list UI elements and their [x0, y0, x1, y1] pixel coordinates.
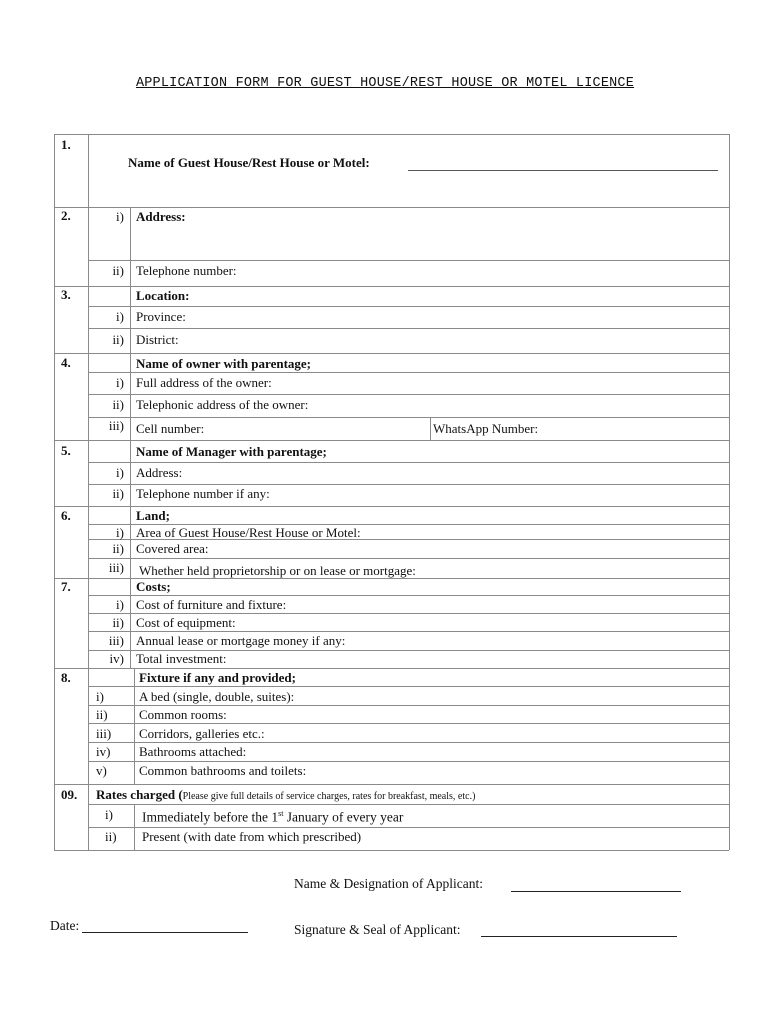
rates-before-sup: st — [278, 809, 284, 818]
roman-numeral: iii) — [108, 560, 124, 575]
row-line — [54, 286, 729, 287]
name-designation-field[interactable] — [511, 877, 681, 892]
common-bathrooms-label: Common bathrooms and toilets: — [139, 763, 307, 778]
section-number: 3. — [61, 287, 71, 302]
date-label: Date: — [50, 918, 80, 933]
roman-numeral: i) — [116, 525, 124, 540]
signature-seal-label: Signature & Seal of Applicant: — [294, 922, 461, 937]
province-label: Province: — [136, 309, 186, 324]
row-line — [88, 761, 729, 762]
roman-numeral: iv) — [96, 744, 111, 759]
roman-numeral: v) — [96, 763, 107, 778]
roman-numeral: ii) — [112, 486, 124, 501]
land-heading: Land; — [136, 508, 170, 523]
fixture-heading: Fixture if any and provided; — [139, 670, 296, 685]
section-number: 8. — [61, 670, 71, 685]
row-line — [88, 705, 729, 706]
roman-numeral: i) — [105, 807, 113, 822]
whatsapp-divider — [430, 418, 431, 440]
cell-number-label: Cell number: — [136, 421, 205, 436]
proprietorship-label: Whether held proprietorship or on lease or mortgage: — [139, 563, 416, 578]
rates-before-pre: Immediately before the 1 — [142, 809, 279, 825]
row-line — [88, 484, 729, 485]
rates-present-label: Present (with date from which prescribed) — [142, 829, 362, 844]
row-line — [88, 417, 729, 418]
address-label: Address: — [136, 209, 186, 224]
roman-numeral: i) — [116, 375, 124, 390]
row-line — [54, 353, 729, 354]
roman-column-divider — [130, 207, 131, 668]
common-rooms-label: Common rooms: — [139, 707, 227, 722]
row-line — [88, 372, 729, 373]
telephone-label: Telephone number: — [136, 263, 237, 278]
section-number: 6. — [61, 508, 71, 523]
rates-heading-note: Please give full details of service charges, rates for breakfast, meals, etc.) — [182, 791, 476, 802]
owner-address-label: Full address of the owner: — [136, 375, 272, 390]
row-line — [88, 260, 729, 261]
bathrooms-attached-label: Bathrooms attached: — [139, 744, 247, 759]
name-designation-label: Name & Designation of Applicant: — [294, 876, 483, 891]
row-line — [88, 613, 729, 614]
roman-numeral: ii) — [112, 263, 124, 278]
rates-before-post: January of every year — [283, 809, 404, 825]
guest-house-name-label: Name of Guest House/Rest House or Motel: — [128, 155, 370, 170]
row-line — [88, 558, 729, 559]
lease-money-label: Annual lease or mortgage money if any: — [136, 633, 346, 648]
equipment-cost-label: Cost of equipment: — [136, 615, 236, 630]
roman-numeral: iii) — [108, 418, 124, 433]
roman-numeral: ii) — [112, 332, 124, 347]
costs-heading: Costs; — [136, 579, 171, 594]
row-line — [88, 686, 729, 687]
roman-numeral: ii) — [96, 707, 108, 722]
district-label: District: — [136, 332, 179, 347]
row-line — [54, 784, 729, 785]
owner-heading: Name of owner with parentage; — [136, 356, 311, 371]
manager-address-label: Address: — [136, 465, 183, 480]
whatsapp-number-label: WhatsApp Number: — [433, 421, 539, 436]
rates-heading — [96, 788, 475, 804]
section-number: 1. — [61, 137, 71, 152]
table-border-left — [54, 134, 55, 850]
row-line — [88, 827, 729, 828]
roman-numeral: iv) — [109, 651, 124, 666]
date-field[interactable] — [82, 918, 248, 933]
row-line — [88, 631, 729, 632]
row-line — [54, 506, 729, 507]
section-number: 4. — [61, 355, 71, 370]
roman-numeral: i) — [116, 209, 124, 224]
furniture-cost-label: Cost of furniture and fixture: — [136, 597, 287, 612]
row-line — [88, 804, 729, 805]
roman-numeral: iii) — [108, 633, 124, 648]
signature-seal-field[interactable] — [481, 922, 677, 937]
location-heading: Location: — [136, 288, 190, 303]
table-border-top — [54, 134, 729, 135]
roman-numeral: i) — [116, 597, 124, 612]
guest-house-name-field[interactable] — [408, 156, 718, 171]
row-line — [88, 742, 729, 743]
row-line — [88, 306, 729, 307]
rates-heading-text: Rates charged ( — [96, 787, 183, 802]
row-line — [88, 723, 729, 724]
covered-area-label: Covered area: — [136, 541, 209, 556]
area-label: Area of Guest House/Rest House or Motel: — [136, 525, 361, 540]
row-line — [88, 328, 729, 329]
roman-numeral: i) — [116, 309, 124, 324]
roman-numeral: ii) — [112, 397, 124, 412]
table-border-right — [729, 134, 730, 850]
manager-telephone-label: Telephone number if any: — [136, 486, 270, 501]
row-line — [88, 462, 729, 463]
roman-numeral: ii) — [112, 615, 124, 630]
section-number: 09. — [61, 787, 78, 802]
row-line — [88, 394, 729, 395]
corridors-label: Corridors, galleries etc.: — [139, 726, 265, 741]
total-investment-label: Total investment: — [136, 651, 227, 666]
section-number: 2. — [61, 208, 71, 223]
roman-numeral: i) — [96, 689, 104, 704]
rates-before-january-label — [142, 807, 403, 825]
roman-numeral: ii) — [105, 829, 117, 844]
owner-telephonic-label: Telephonic address of the owner: — [136, 397, 309, 412]
row-line — [88, 595, 729, 596]
section-number: 7. — [61, 579, 71, 594]
roman-numeral: ii) — [112, 541, 124, 556]
bed-label: A bed (single, double, suites): — [139, 689, 295, 704]
row-line — [54, 207, 729, 208]
manager-heading: Name of Manager with parentage; — [136, 444, 327, 459]
form-title: APPLICATION FORM FOR GUEST HOUSE/REST HOUSE OR MOTEL LICENCE — [135, 76, 635, 91]
roman-numeral: i) — [116, 465, 124, 480]
row-line — [54, 668, 729, 669]
roman-numeral: iii) — [96, 726, 112, 741]
table-border-bottom — [54, 850, 729, 851]
row-line — [54, 440, 729, 441]
section-number: 5. — [61, 443, 71, 458]
